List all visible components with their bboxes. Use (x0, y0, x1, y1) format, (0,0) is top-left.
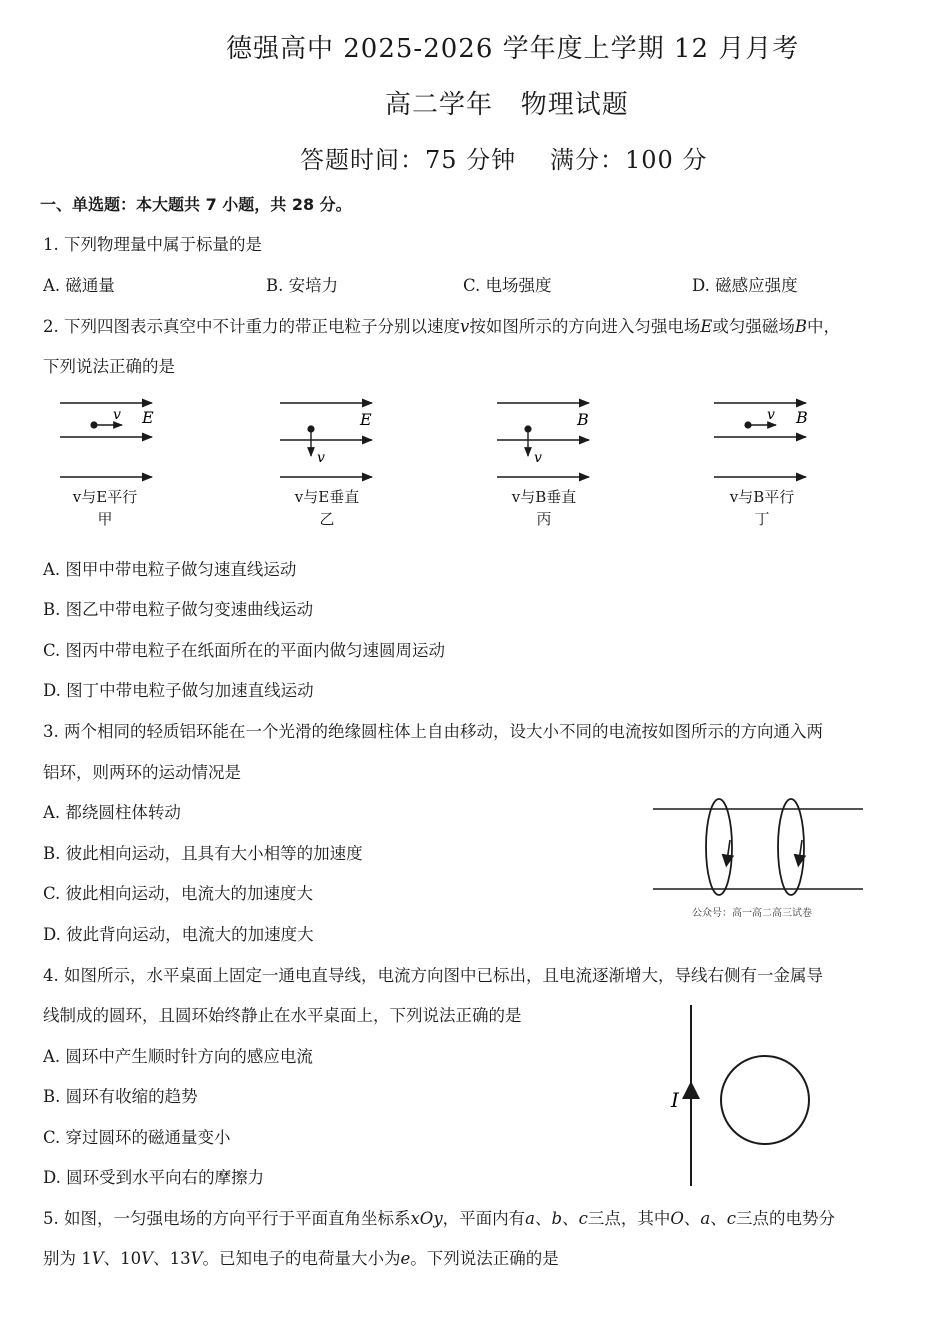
var-c: c (726, 1209, 736, 1228)
q3-option-a: A. 都绕圆柱体转动 (43, 803, 181, 822)
bing-name: 丙 (536, 510, 552, 528)
q4-option-d: D. 圆环受到水平向右的摩擦力 (43, 1168, 265, 1187)
jia-velocity-label: v (113, 407, 121, 423)
q3-option-c: C. 彼此相向运动，电流大的加速度大 (43, 884, 314, 903)
figure-yi (280, 403, 372, 477)
q1-option-b: B. 安培力 (266, 276, 339, 295)
q1-option-a: A. 磁通量 (43, 276, 115, 295)
q2-option-a: A. 图甲中带电粒子做匀速直线运动 (43, 560, 297, 579)
ding-name: 丁 (754, 510, 770, 528)
var-b: b (551, 1209, 563, 1228)
var-e: e (400, 1249, 411, 1268)
var-O: O (670, 1209, 684, 1228)
q5-text: 别为 1 (43, 1249, 92, 1268)
q2-stem-line2: 下列说法正确的是 (43, 357, 175, 376)
q3-option-d: D. 彼此背向运动，电流大的加速度大 (43, 925, 314, 944)
q4-option-c: C. 穿过圆环的磁通量变小 (43, 1128, 231, 1147)
unit-V: V (190, 1249, 203, 1268)
var-B: B (794, 317, 808, 336)
exam-subtitle: 高二学年 物理试题 (385, 90, 629, 120)
q5-text: 、 (535, 1209, 552, 1228)
var-a: a (700, 1209, 711, 1228)
q5-text: ，平面内有 (442, 1209, 526, 1228)
q4-stem-line1: 4. 如图所示，水平桌面上固定一通电直导线，电流方向图中已标出，且电流逐渐增大，导线右侧有一金属导 (43, 966, 823, 985)
unit-V: V (141, 1249, 154, 1268)
watermark-text: 公众号：高一高二高三试卷 (692, 908, 812, 919)
q5-text: 5. 如图，一匀强电场的方向平行于平面直角坐标系 (43, 1209, 411, 1228)
var-v: v (460, 317, 470, 336)
bing-velocity-label: v (534, 450, 542, 466)
yi-velocity-label: v (317, 450, 325, 466)
q4-option-a: A. 圆环中产生顺时针方向的感应电流 (43, 1047, 313, 1066)
jia-caption: v与E平行 (72, 488, 138, 506)
q5-text: 、10 (103, 1249, 142, 1268)
q5-text: 。已知电子的电荷量大小为 (202, 1249, 401, 1268)
q2-stem-part: 或匀强磁场 (712, 317, 795, 336)
yi-name: 乙 (319, 510, 335, 528)
q5-text: 。下列说法正确的是 (410, 1249, 559, 1268)
var-E: E (700, 317, 713, 336)
q5-text: 三点，其中 (587, 1209, 671, 1228)
jia-name: 甲 (97, 510, 113, 528)
current-label: I (671, 1088, 679, 1112)
var-c: c (578, 1209, 588, 1228)
q5-text: 、13 (153, 1249, 191, 1268)
q3-option-b: B. 彼此相向运动，且具有大小相等的加速度 (43, 844, 363, 863)
section-heading: 一、单选题：本大题共 7 小题，共 28 分。 (40, 195, 352, 214)
q3-stem-line1: 3. 两个相同的轻质铝环能在一个光滑的绝缘圆柱体上自由移动，设大小不同的电流按如图所示的方向通入两 (43, 722, 823, 741)
q5-stem-line2 (43, 1245, 559, 1269)
yi-field-label: E (360, 410, 372, 429)
q2-stem-part: 中， (807, 317, 841, 336)
var-a: a (525, 1209, 535, 1228)
var-xoy: xOy (410, 1209, 443, 1228)
q1-option-d: D. 磁感应强度 (692, 276, 798, 295)
q5-text: 、 (562, 1209, 579, 1228)
q5-text: 三点的电势分 (735, 1209, 835, 1228)
q5-text: 、 (710, 1209, 727, 1228)
yi-caption: v与E垂直 (294, 488, 360, 506)
ding-field-label: B (796, 408, 808, 427)
q5-stem-line1 (43, 1205, 835, 1229)
exam-time: 答题时间：75 分钟 (300, 146, 517, 174)
q5-text: 、 (683, 1209, 701, 1228)
q2-stem-part: 2. 下列四图表示真空中不计重力的带正电粒子分别以速度 (43, 317, 460, 336)
jia-field-label: E (142, 408, 154, 427)
unit-V: V (91, 1249, 104, 1268)
q2-option-b: B. 图乙中带电粒子做匀变速曲线运动 (43, 600, 314, 619)
q2-option-d: D. 图丁中带电粒子做匀加速直线运动 (43, 681, 314, 700)
q3-cylinder-rings-figure (645, 795, 875, 905)
figure-bing (497, 403, 589, 477)
q2-option-c: C. 图丙中带电粒子在纸面所在的平面内做匀速圆周运动 (43, 641, 446, 660)
bing-field-label: B (577, 410, 589, 429)
q2-stem (43, 313, 840, 337)
ding-caption: v与B平行 (729, 488, 795, 506)
q4-option-b: B. 圆环有收缩的趋势 (43, 1087, 198, 1106)
exam-title: 德强高中 2025-2026 学年度上学期 12 月月考 (226, 34, 800, 64)
figure-jia (60, 403, 154, 477)
q2-stem-part: 按如图所示的方向进入匀强电场 (469, 317, 701, 336)
ding-velocity-label: v (767, 407, 775, 423)
q1-stem: 1. 下列物理量中属于标量的是 (43, 235, 262, 254)
figure-ding (714, 403, 808, 477)
bing-caption: v与B垂直 (511, 488, 577, 506)
exam-score: 满分：100 分 (550, 146, 708, 174)
q4-stem-line2: 线制成的圆环，且圆环始终静止在水平桌面上，下列说法正确的是 (43, 1006, 522, 1025)
q4-wire-ring-figure (665, 1000, 835, 1190)
q3-stem-line2: 铝环，则两环的运动情况是 (43, 763, 241, 782)
q1-option-c: C. 电场强度 (463, 276, 552, 295)
